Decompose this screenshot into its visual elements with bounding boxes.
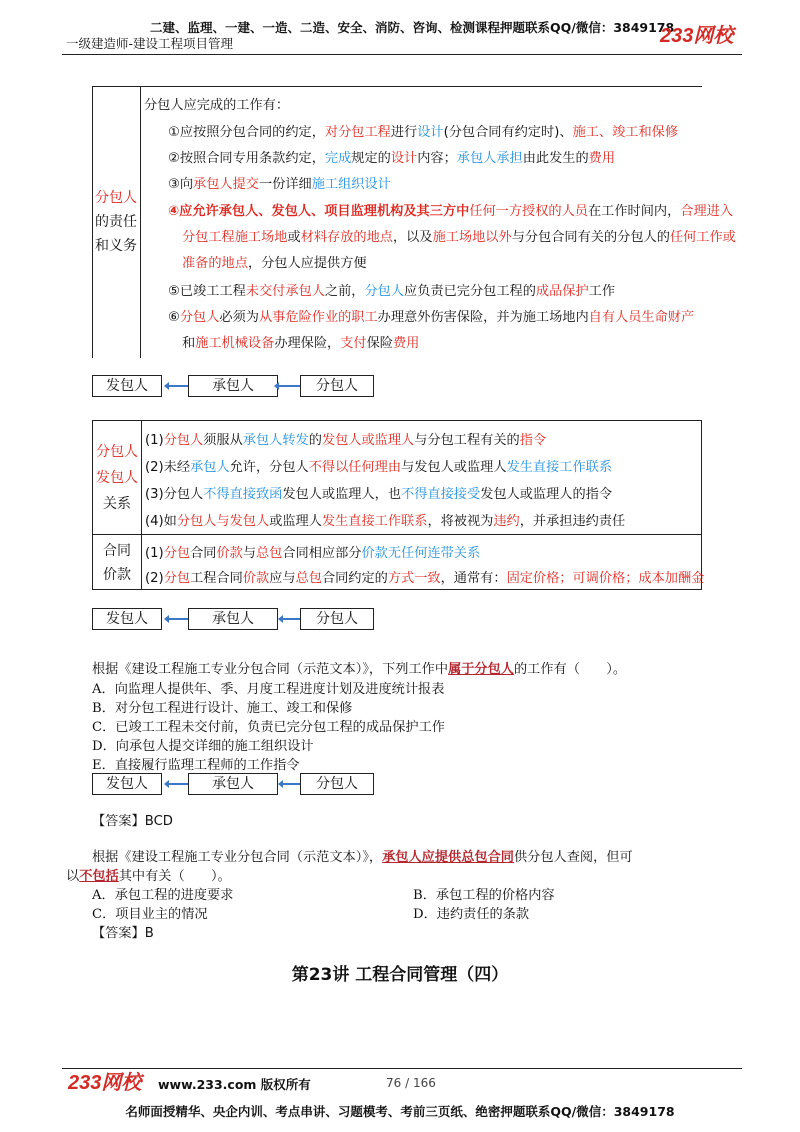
text-span: 任何一方授权的人员 [469, 204, 588, 219]
text-span: 成品保护 [535, 284, 589, 299]
flow-diagram-1 [92, 375, 372, 397]
text-span: 不得直接致函 [203, 487, 283, 502]
table1-item5 [168, 280, 615, 299]
text-span: 关系 [103, 496, 131, 512]
text-span: 不得以任何理由 [308, 460, 402, 475]
flow-box-subcontractor: 分包人 [300, 375, 374, 397]
text-span: 的 [308, 433, 322, 448]
header-divider [62, 54, 742, 55]
text-span: 发包人 [96, 470, 138, 486]
text-span: 其中有关（ ）。 [118, 869, 231, 884]
answer-label: 【答案】 [92, 926, 145, 941]
text-span: ①应按照分包合同的约定， [168, 125, 325, 140]
text-span: 合同 [103, 543, 131, 559]
text-span: 合同相应部分 [282, 546, 362, 561]
text-span: 方式一致 [387, 571, 441, 586]
text-span: 进行 [390, 125, 418, 140]
text-span: ，分包人应提供方便 [247, 256, 367, 271]
flow-box-subcontractor: 分包人 [300, 773, 374, 795]
text-span: 发包人或监理人，也 [282, 487, 402, 502]
text-span: 材料存放的地点 [300, 230, 393, 245]
page-number: 76 / 166 [386, 1076, 436, 1090]
header-contact-line: 二建、监理、一建、一造、二造、安全、消防、咨询、检测课程押题联系QQ/微信：3849178 [150, 20, 675, 35]
text-span: 设计 [417, 125, 444, 140]
text-span: 固定价格；可调价格；成本加酬金 [506, 571, 705, 586]
text-span: 完成 [324, 151, 352, 166]
table-subcontractor-relations [92, 420, 705, 590]
text-span: 违约 [493, 514, 520, 529]
text-span: 供分包人查阅，但可 [514, 850, 633, 865]
table2-row1 [145, 429, 546, 448]
table1-label-line3: 和义务 [95, 238, 137, 254]
text-span: 准备的地点 [182, 256, 248, 271]
text-span: 不包括 [79, 869, 119, 884]
table2-row2 [145, 456, 612, 475]
flow-box-employer: 发包人 [92, 608, 162, 630]
table2-label-relations [93, 439, 141, 517]
table1-item6-line2 [182, 332, 419, 351]
question1-option-a: A．向监理人提供年、季、月度工程进度计划及进度统计报表 [92, 682, 445, 697]
text-span: 分包 [163, 571, 191, 586]
text-span: ，将被视为 [427, 514, 494, 529]
text-span: 根据《建设工程施工专业分包合同（示范文本）》，下列工作中 [92, 662, 449, 677]
text-span: 总包 [295, 571, 322, 586]
text-span: 价款无任何连带关系 [361, 546, 481, 561]
flow-box-employer: 发包人 [92, 773, 162, 795]
table-subcontractor-duties [92, 86, 736, 358]
table2-label-price [93, 539, 141, 587]
section-title: 第23讲 工程合同管理（四） [291, 965, 509, 985]
text-span: 的工作有（ ）。 [514, 662, 627, 677]
text-span: 分包人 [96, 444, 138, 460]
question2-stem-line1 [92, 846, 633, 865]
text-span: 价款 [103, 567, 131, 583]
text-span: 施工机械设备 [195, 336, 275, 351]
table1-label-line2: 的责任 [95, 214, 137, 230]
text-span: ③向 [168, 177, 194, 192]
text-span: 根据《建设工程施工专业分包合同（示范文本）》， [92, 850, 383, 865]
text-span: 或监理人 [269, 514, 322, 529]
footer-contact-line: 名师面授精华、央企内训、考点串讲、习题模考、考前三页纸、绝密押题联系QQ/微信：3849178 [125, 1104, 675, 1119]
flow-diagram-3 [92, 773, 372, 795]
question1-stem [92, 658, 626, 677]
text-span: (3)分包人 [145, 487, 204, 502]
table2-row3 [145, 483, 612, 502]
text-span: 分包 [163, 546, 191, 561]
text-span: 必须为 [219, 310, 259, 325]
text-span: 承包人承担 [456, 151, 523, 166]
text-span: 规定的 [351, 151, 391, 166]
text-span: ⑥ [168, 310, 180, 325]
text-span: 分包人 [364, 284, 405, 299]
footer-divider [62, 1068, 742, 1069]
text-span: 任何工作或 [669, 230, 736, 245]
table2-price-row1 [145, 542, 480, 561]
text-span: 与分包合同有关的分包人的 [511, 230, 670, 245]
text-span: 支付 [340, 336, 367, 351]
text-span: 分包人 [179, 310, 220, 325]
double-arrow-icon [282, 783, 302, 785]
text-span: (2)未经 [145, 460, 191, 475]
text-span: 施工、竣工和保修 [572, 125, 679, 140]
text-span: 以 [66, 869, 80, 884]
text-span: 合同约定的 [321, 571, 388, 586]
text-span: 价款 [216, 546, 243, 561]
text-span: 施工场地以外 [432, 230, 512, 245]
flow-box-employer: 发包人 [92, 375, 162, 397]
table1-item4-line1 [168, 200, 733, 219]
text-span: (分包合同有约定时)、 [443, 125, 573, 140]
brand-logo-top [658, 20, 742, 48]
text-span: 工作 [588, 284, 616, 299]
text-span: 发生直接工作联系 [506, 460, 613, 475]
footer-url: www.233.com 版权所有 [158, 1077, 311, 1092]
text-span: (4)如 [145, 514, 177, 529]
text-span: 分包人 [163, 433, 204, 448]
text-span: 须服从 [203, 433, 243, 448]
text-span: (1) [145, 546, 164, 561]
header-subtitle: 一级建造师-建设工程项目管理 [66, 36, 234, 51]
text-span: (1) [145, 433, 164, 448]
text-span: 价款 [242, 571, 270, 586]
text-span: 承包人 [190, 460, 230, 475]
text-span: 施工组织设计 [311, 177, 391, 192]
answer2 [92, 922, 154, 941]
text-span: 与 [242, 546, 256, 561]
text-span: ，通常有： [440, 571, 507, 586]
table1-item3 [168, 173, 391, 192]
table1-item6-line1 [168, 306, 694, 325]
text-span: 未交付承包人 [245, 284, 325, 299]
flow-box-contractor: 承包人 [188, 375, 278, 397]
table1-label-line1: 分包人 [95, 190, 137, 206]
text-span: 内容； [417, 151, 457, 166]
text-span: 对分包工程 [324, 125, 391, 140]
text-span: 允许，分包人 [229, 460, 309, 475]
text-span: 和 [182, 336, 196, 351]
text-span: 承包人转发 [242, 433, 309, 448]
text-span: 一份详细 [258, 177, 312, 192]
text-span: 办理意外伤害保险，并为施工场地内 [377, 310, 589, 325]
table2-price-row2 [145, 567, 704, 586]
text-span: 在工作时间内， [587, 204, 681, 219]
text-span: 承包人提交 [193, 177, 259, 192]
question2-option-d: D．违约责任的条款 [413, 907, 530, 922]
text-span: 指令 [519, 433, 547, 448]
table1-item4-line3 [182, 252, 367, 271]
text-span: 办理保险， [274, 336, 341, 351]
text-span: 分包人与发包人 [176, 514, 270, 529]
question2-stem-line2 [66, 865, 231, 884]
answer-value: BCD [144, 814, 173, 829]
text-span: 属于分包人 [448, 662, 514, 677]
text-span: 总包 [256, 546, 283, 561]
text-span: 承包人应提供总包合同 [382, 850, 514, 865]
text-span: ，并承担违约责任 [519, 514, 626, 529]
text-span: ④应允许承包人、发包人、项目监理机构及其三方中 [168, 204, 470, 219]
table1-label [92, 186, 140, 258]
text-span: 从事危险作业的职工 [258, 310, 378, 325]
question2-option-b: B．承包工程的价格内容 [413, 888, 555, 903]
text-span: 合同 [190, 546, 217, 561]
question2-option-a: A．承包工程的进度要求 [92, 888, 234, 903]
table1-item1 [168, 121, 678, 140]
text-span: 发包人或监理人 [321, 433, 415, 448]
text-span: (2) [145, 571, 164, 586]
text-span: 自有人员生命财产 [588, 310, 695, 325]
flow-box-contractor: 承包人 [188, 608, 278, 630]
text-span: 费用 [393, 336, 420, 351]
text-span: ，以及 [393, 230, 433, 245]
text-span: 不得直接接受 [401, 487, 481, 502]
table1-item2 [168, 147, 615, 166]
question2-option-c: C．项目业主的情况 [92, 907, 208, 922]
text-span: 设计 [390, 151, 418, 166]
flow-diagram-2 [92, 608, 372, 630]
question1-option-e: E．直接履行监理工程师的工作指令 [92, 758, 300, 773]
table1-intro: 分包人应完成的工作有： [144, 98, 290, 113]
text-span: 由此发生的 [522, 151, 589, 166]
text-span: ②按照合同专用条款约定， [168, 151, 325, 166]
answer-label: 【答案】 [92, 814, 145, 829]
text-span: 分包工程施工场地 [182, 230, 288, 245]
text-span: 与分包工程有关的 [414, 433, 520, 448]
text-span: 保险 [366, 336, 393, 351]
text-span: 或 [287, 230, 301, 245]
text-span: 与发包人或监理人 [401, 460, 507, 475]
table1-item4-line2 [182, 226, 736, 245]
text-span: 发生直接工作联系 [321, 514, 428, 529]
brand-logo-bottom-text: 233网校 [68, 1072, 142, 1094]
text-span: 应与 [269, 571, 296, 586]
brand-logo-top-text: 233网校 [660, 25, 734, 47]
flow-box-subcontractor: 分包人 [300, 608, 374, 630]
question1-option-d: D．向承包人提交详细的施工组织设计 [92, 739, 314, 754]
brand-logo-bottom [66, 1068, 148, 1094]
question1-option-c: C．已竣工工程未交付前，负责已完分包工程的成品保护工作 [92, 720, 445, 735]
text-span: 应负责已完分包工程的 [404, 284, 536, 299]
double-arrow-icon [282, 618, 302, 620]
answer-value: B [144, 926, 154, 941]
text-span: 费用 [588, 151, 616, 166]
question1-option-b: B．对分包工程进行设计、施工、竣工和保修 [92, 701, 353, 716]
text-span: ⑤已竣工工程 [168, 284, 246, 299]
flow-box-contractor: 承包人 [188, 773, 278, 795]
text-span: 之前， [324, 284, 365, 299]
text-span: 合理进入 [680, 204, 734, 219]
text-span: 工程合同 [190, 571, 243, 586]
text-span: 发包人或监理人的指令 [480, 487, 613, 502]
answer1 [92, 810, 173, 829]
table2-row4 [145, 510, 625, 529]
